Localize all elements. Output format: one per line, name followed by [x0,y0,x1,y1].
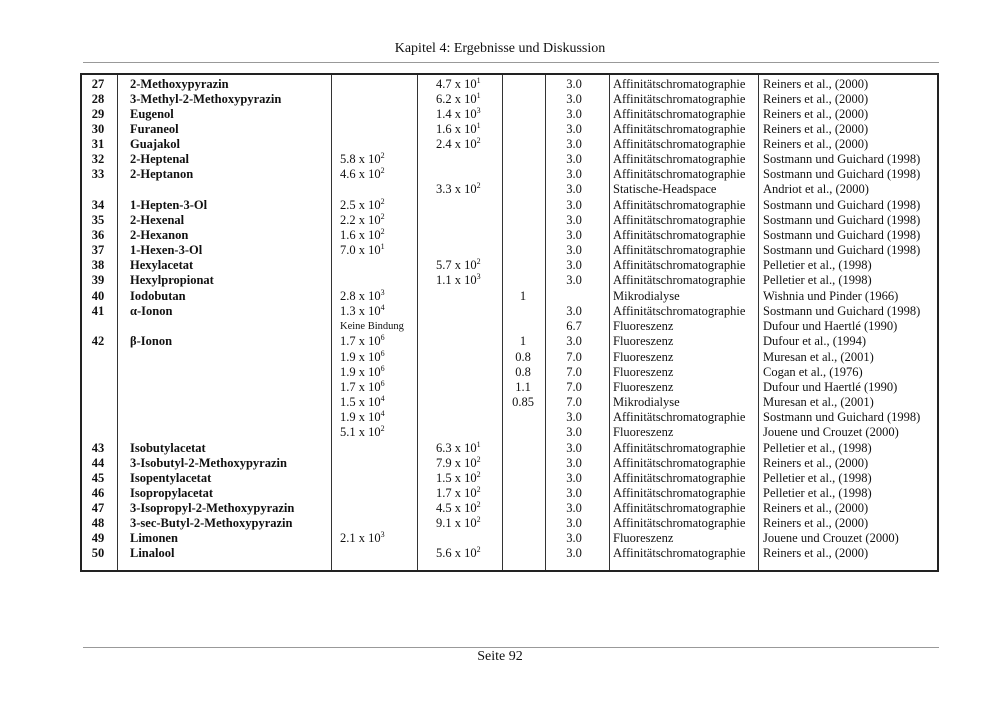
binding-constant-2-mantissa: 5.6 x 10 [436,546,477,560]
compound-number: 47 [91,501,105,515]
reference: Reiners et al., (2000) [763,77,869,91]
binding-constant-2-exponent: 1 [476,121,481,130]
reference: Sostmann und Guichard (1998) [763,304,921,318]
binding-constant-1-mantissa: 2.2 x 10 [340,213,381,227]
compound-number: 33 [91,167,105,181]
compound-number: 43 [91,441,105,455]
compound-number: 49 [91,531,105,545]
method: Affinitätschromatographie [613,441,746,455]
compound-name: Iodobutan [130,289,186,303]
compound-name: 2-Hexanon [130,228,189,242]
reference: Reiners et al., (2000) [763,546,869,560]
binding-sites: 0.8 [515,365,531,379]
ph-value: 3.0 [566,228,582,242]
reference: Reiners et al., (2000) [763,122,869,136]
reference: Cogan et al., (1976) [763,365,863,379]
reference: Sostmann und Guichard (1998) [763,152,921,166]
binding-constant-2-exponent: 2 [476,181,481,190]
reference: Pelletier et al., (1998) [763,273,872,287]
reference: Jouene und Crouzet (2000) [763,531,899,545]
ph-value: 7.0 [566,350,582,364]
binding-constant-2-exponent: 2 [476,470,481,479]
reference: Dufour und Haertlé (1990) [763,319,898,333]
ph-value: 3.0 [566,410,582,424]
ph-value: 7.0 [566,395,582,409]
compound-name: Linalool [130,546,175,560]
method: Affinitätschromatographie [613,546,746,560]
ph-value: 3.0 [566,486,582,500]
binding-constant-1-exponent: 6 [380,379,385,388]
binding-constant-2-exponent: 1 [476,440,481,449]
compound-number: 36 [91,228,105,242]
binding-constant-2-mantissa: 6.2 x 10 [436,92,477,106]
column-divider [417,75,418,570]
binding-sites: 0.8 [515,350,531,364]
method: Fluoreszenz [613,425,674,439]
method: Fluoreszenz [613,334,674,348]
reference: Pelletier et al., (1998) [763,441,872,455]
ph-value: 3.0 [566,273,582,287]
binding-constant-1-exponent: 4 [380,409,385,418]
header-rule [83,62,939,63]
compound-name: Limonen [130,531,178,545]
binding-constant-1 [340,395,385,410]
compound-number: 31 [91,137,105,151]
ph-value: 3.0 [566,182,582,196]
binding-constant-1-mantissa: Keine Bindung [340,321,404,332]
binding-constant-1-exponent: 2 [380,227,385,236]
compound-number: 44 [91,456,105,470]
reference: Reiners et al., (2000) [763,137,869,151]
binding-constant-1 [340,531,385,546]
ph-value: 3.0 [566,167,582,181]
binding-constant-2-mantissa: 9.1 x 10 [436,516,477,530]
binding-constant-2-exponent: 1 [476,91,481,100]
binding-constant-2 [436,441,481,456]
page-header-title: Kapitel 4: Ergebnisse und Diskussion [394,41,606,56]
column-divider [117,75,118,570]
binding-constant-1 [340,425,385,440]
compound-name: Eugenol [130,107,174,121]
reference: Sostmann und Guichard (1998) [763,213,921,227]
binding-constant-1 [340,213,385,228]
ph-value: 3.0 [566,77,582,91]
compound-name: 2-Heptenal [130,152,190,166]
ph-value: 3.0 [566,198,582,212]
reference: Muresan et al., (2001) [763,395,874,409]
binding-constant-1-mantissa: 1.9 x 10 [340,410,381,424]
ph-value: 3.0 [566,304,582,318]
method: Fluoreszenz [613,365,674,379]
ph-value: 3.0 [566,137,582,151]
binding-constant-2-mantissa: 1.7 x 10 [436,486,477,500]
binding-sites: 0.85 [512,395,534,409]
method: Fluoreszenz [613,531,674,545]
binding-constant-2-mantissa: 7.9 x 10 [436,456,477,470]
binding-constant-1-exponent: 6 [380,333,385,342]
method: Affinitätschromatographie [613,213,746,227]
binding-constant-2 [436,516,481,531]
method: Affinitätschromatographie [613,167,746,181]
compound-number: 37 [91,243,105,257]
reference: Reiners et al., (2000) [763,501,869,515]
compound-name: Hexylacetat [130,258,194,272]
binding-constant-1 [340,167,385,182]
binding-constant-2 [436,182,481,197]
binding-constant-2-mantissa: 5.7 x 10 [436,258,477,272]
binding-constant-2 [436,258,481,273]
compound-name: 1-Hepten-3-Ol [130,198,208,212]
binding-constant-1-exponent: 6 [380,364,385,373]
compound-name: 3-sec-Butyl-2-Methoxypyrazin [130,516,293,530]
binding-data-table [80,73,939,572]
binding-constant-1 [340,365,385,380]
ph-value: 7.0 [566,365,582,379]
compound-name: Isopropylacetat [130,486,214,500]
binding-constant-1-exponent: 4 [380,303,385,312]
binding-constant-1-mantissa: 5.8 x 10 [340,152,381,166]
compound-name: 3-Methyl-2-Methoxypyrazin [130,92,282,106]
binding-constant-2 [436,137,481,152]
compound-name: 1-Hexen-3-Ol [130,243,203,257]
compound-number: 38 [91,258,105,272]
binding-constant-1-exponent: 2 [380,151,385,160]
ph-value: 6.7 [566,319,582,333]
binding-constant-2-exponent: 3 [476,272,481,281]
ph-value: 3.0 [566,243,582,257]
method: Affinitätschromatographie [613,107,746,121]
reference: Sostmann und Guichard (1998) [763,410,921,424]
reference: Pelletier et al., (1998) [763,471,872,485]
binding-constant-1-mantissa: 1.3 x 10 [340,304,381,318]
binding-constant-2 [436,501,481,516]
ph-value: 3.0 [566,107,582,121]
method: Affinitätschromatographie [613,77,746,91]
compound-number: 29 [91,107,105,121]
binding-constant-1 [340,243,385,258]
ph-value: 3.0 [566,546,582,560]
binding-constant-1 [340,319,404,334]
binding-constant-1-mantissa: 1.6 x 10 [340,228,381,242]
binding-constant-1-exponent: 2 [380,424,385,433]
binding-constant-2-exponent: 2 [476,136,481,145]
reference: Reiners et al., (2000) [763,456,869,470]
binding-constant-1 [340,198,385,213]
binding-constant-2-exponent: 1 [476,76,481,85]
column-divider [502,75,503,570]
reference: Reiners et al., (2000) [763,516,869,530]
compound-name: 2-Heptanon [130,167,194,181]
column-divider [331,75,332,570]
compound-name: Hexylpropionat [130,273,214,287]
binding-constant-2 [436,546,481,561]
binding-sites: 1.1 [515,380,531,394]
ph-value: 3.0 [566,501,582,515]
reference: Sostmann und Guichard (1998) [763,228,921,242]
compound-name: 2-Methoxypyrazin [130,77,229,91]
compound-name: 3-Isopropyl-2-Methoxypyrazin [130,501,295,515]
binding-constant-2-exponent: 2 [476,485,481,494]
method: Affinitätschromatographie [613,501,746,515]
compound-name: 3-Isobutyl-2-Methoxypyrazin [130,456,287,470]
binding-constant-2 [436,77,481,92]
method: Affinitätschromatographie [613,122,746,136]
binding-constant-2-mantissa: 1.5 x 10 [436,471,477,485]
binding-constant-2 [436,107,481,122]
binding-constant-1-exponent: 3 [380,288,385,297]
binding-constant-1-mantissa: 5.1 x 10 [340,425,381,439]
compound-name: Furaneol [130,122,179,136]
method: Affinitätschromatographie [613,198,746,212]
compound-name: 2-Hexenal [130,213,185,227]
binding-constant-1-exponent: 3 [380,530,385,539]
binding-constant-2 [436,456,481,471]
binding-constant-2-mantissa: 6.3 x 10 [436,441,477,455]
compound-number: 46 [91,486,105,500]
binding-constant-1-mantissa: 4.6 x 10 [340,167,381,181]
binding-constant-2 [436,122,481,137]
binding-constant-2 [436,486,481,501]
compound-number: 28 [91,92,105,106]
method: Affinitätschromatographie [613,456,746,470]
compound-name: Guajakol [130,137,181,151]
binding-constant-2 [436,471,481,486]
binding-sites: 1 [519,334,527,348]
reference: Jouene und Crouzet (2000) [763,425,899,439]
binding-constant-1-mantissa: 1.9 x 10 [340,365,381,379]
ph-value: 3.0 [566,334,582,348]
ph-value: 3.0 [566,122,582,136]
binding-constant-1 [340,152,385,167]
compound-number: 40 [91,289,105,303]
binding-constant-1-mantissa: 1.9 x 10 [340,350,381,364]
compound-number: 32 [91,152,105,166]
compound-number: 30 [91,122,105,136]
compound-number: 45 [91,471,105,485]
binding-constant-1 [340,380,385,395]
reference: Sostmann und Guichard (1998) [763,198,921,212]
binding-constant-2-mantissa: 3.3 x 10 [436,182,477,196]
reference: Reiners et al., (2000) [763,107,869,121]
method: Affinitätschromatographie [613,486,746,500]
method: Affinitätschromatographie [613,243,746,257]
binding-constant-1 [340,334,385,349]
ph-value: 3.0 [566,456,582,470]
compound-number: 35 [91,213,105,227]
binding-constant-2-mantissa: 4.5 x 10 [436,501,477,515]
binding-constant-2-exponent: 2 [476,500,481,509]
reference: Reiners et al., (2000) [763,92,869,106]
column-divider [609,75,610,570]
binding-constant-1-mantissa: 2.1 x 10 [340,531,381,545]
method: Affinitätschromatographie [613,471,746,485]
compound-name: α-Ionon [130,304,173,318]
binding-constant-1 [340,304,385,319]
reference: Wishnia und Pinder (1966) [763,289,899,303]
binding-constant-1 [340,350,385,365]
reference: Andriot et al., (2000) [763,182,869,196]
binding-constant-1-mantissa: 1.7 x 10 [340,334,381,348]
compound-number: 50 [91,546,105,560]
ph-value: 3.0 [566,531,582,545]
method: Affinitätschromatographie [613,258,746,272]
binding-constant-2-mantissa: 2.4 x 10 [436,137,477,151]
method: Affinitätschromatographie [613,516,746,530]
method: Fluoreszenz [613,319,674,333]
ph-value: 3.0 [566,92,582,106]
binding-constant-1-exponent: 6 [380,349,385,358]
compound-name: Isopentylacetat [130,471,212,485]
ph-value: 3.0 [566,471,582,485]
binding-constant-1-exponent: 2 [380,212,385,221]
compound-number: 27 [91,77,105,91]
reference: Sostmann und Guichard (1998) [763,167,921,181]
binding-constant-1 [340,228,385,243]
binding-constant-1-mantissa: 2.8 x 10 [340,289,381,303]
method: Affinitätschromatographie [613,152,746,166]
method: Affinitätschromatographie [613,304,746,318]
binding-constant-2 [436,273,481,288]
binding-constant-2-mantissa: 4.7 x 10 [436,77,477,91]
binding-constant-1-exponent: 4 [380,394,385,403]
binding-constant-2-mantissa: 1.1 x 10 [436,273,477,287]
method: Fluoreszenz [613,380,674,394]
ph-value: 3.0 [566,152,582,166]
reference: Pelletier et al., (1998) [763,486,872,500]
method: Fluoreszenz [613,350,674,364]
method: Affinitätschromatographie [613,228,746,242]
compound-number: 41 [91,304,105,318]
binding-constant-1-exponent: 2 [380,197,385,206]
reference: Sostmann und Guichard (1998) [763,243,921,257]
method: Affinitätschromatographie [613,92,746,106]
method: Affinitätschromatographie [613,273,746,287]
binding-constant-2-exponent: 2 [476,455,481,464]
footer-rule [83,647,939,648]
compound-name: Isobutylacetat [130,441,206,455]
compound-number: 34 [91,198,105,212]
reference: Muresan et al., (2001) [763,350,874,364]
binding-constant-1-mantissa: 1.5 x 10 [340,395,381,409]
compound-number: 48 [91,516,105,530]
method: Affinitätschromatographie [613,410,746,424]
ph-value: 3.0 [566,213,582,227]
binding-constant-2-mantissa: 1.6 x 10 [436,122,477,136]
ph-value: 7.0 [566,380,582,394]
method: Affinitätschromatographie [613,137,746,151]
ph-value: 3.0 [566,425,582,439]
ph-value: 3.0 [566,516,582,530]
compound-name: β-Ionon [130,334,173,348]
method: Mikrodialyse [613,289,680,303]
binding-constant-2-exponent: 2 [476,257,481,266]
method: Mikrodialyse [613,395,680,409]
binding-constant-1 [340,289,385,304]
method: Statische-Headspace [613,182,717,196]
ph-value: 3.0 [566,441,582,455]
reference: Dufour und Haertlé (1990) [763,380,898,394]
reference: Dufour et al., (1994) [763,334,867,348]
page-number: Seite 92 [477,649,523,664]
binding-constant-2-mantissa: 1.4 x 10 [436,107,477,121]
binding-constant-1-exponent: 1 [380,242,385,251]
compound-number: 42 [91,334,105,348]
binding-constant-2-exponent: 2 [476,545,481,554]
binding-constant-1-exponent: 2 [380,166,385,175]
binding-constant-2 [436,92,481,107]
column-divider [758,75,759,570]
binding-constant-1-mantissa: 2.5 x 10 [340,198,381,212]
reference: Pelletier et al., (1998) [763,258,872,272]
binding-constant-2-exponent: 3 [476,106,481,115]
compound-number: 39 [91,273,105,287]
binding-constant-1-mantissa: 1.7 x 10 [340,380,381,394]
binding-sites: 1 [519,289,527,303]
ph-value: 3.0 [566,258,582,272]
binding-constant-1-mantissa: 7.0 x 10 [340,243,381,257]
binding-constant-2-exponent: 2 [476,515,481,524]
binding-constant-1 [340,410,385,425]
